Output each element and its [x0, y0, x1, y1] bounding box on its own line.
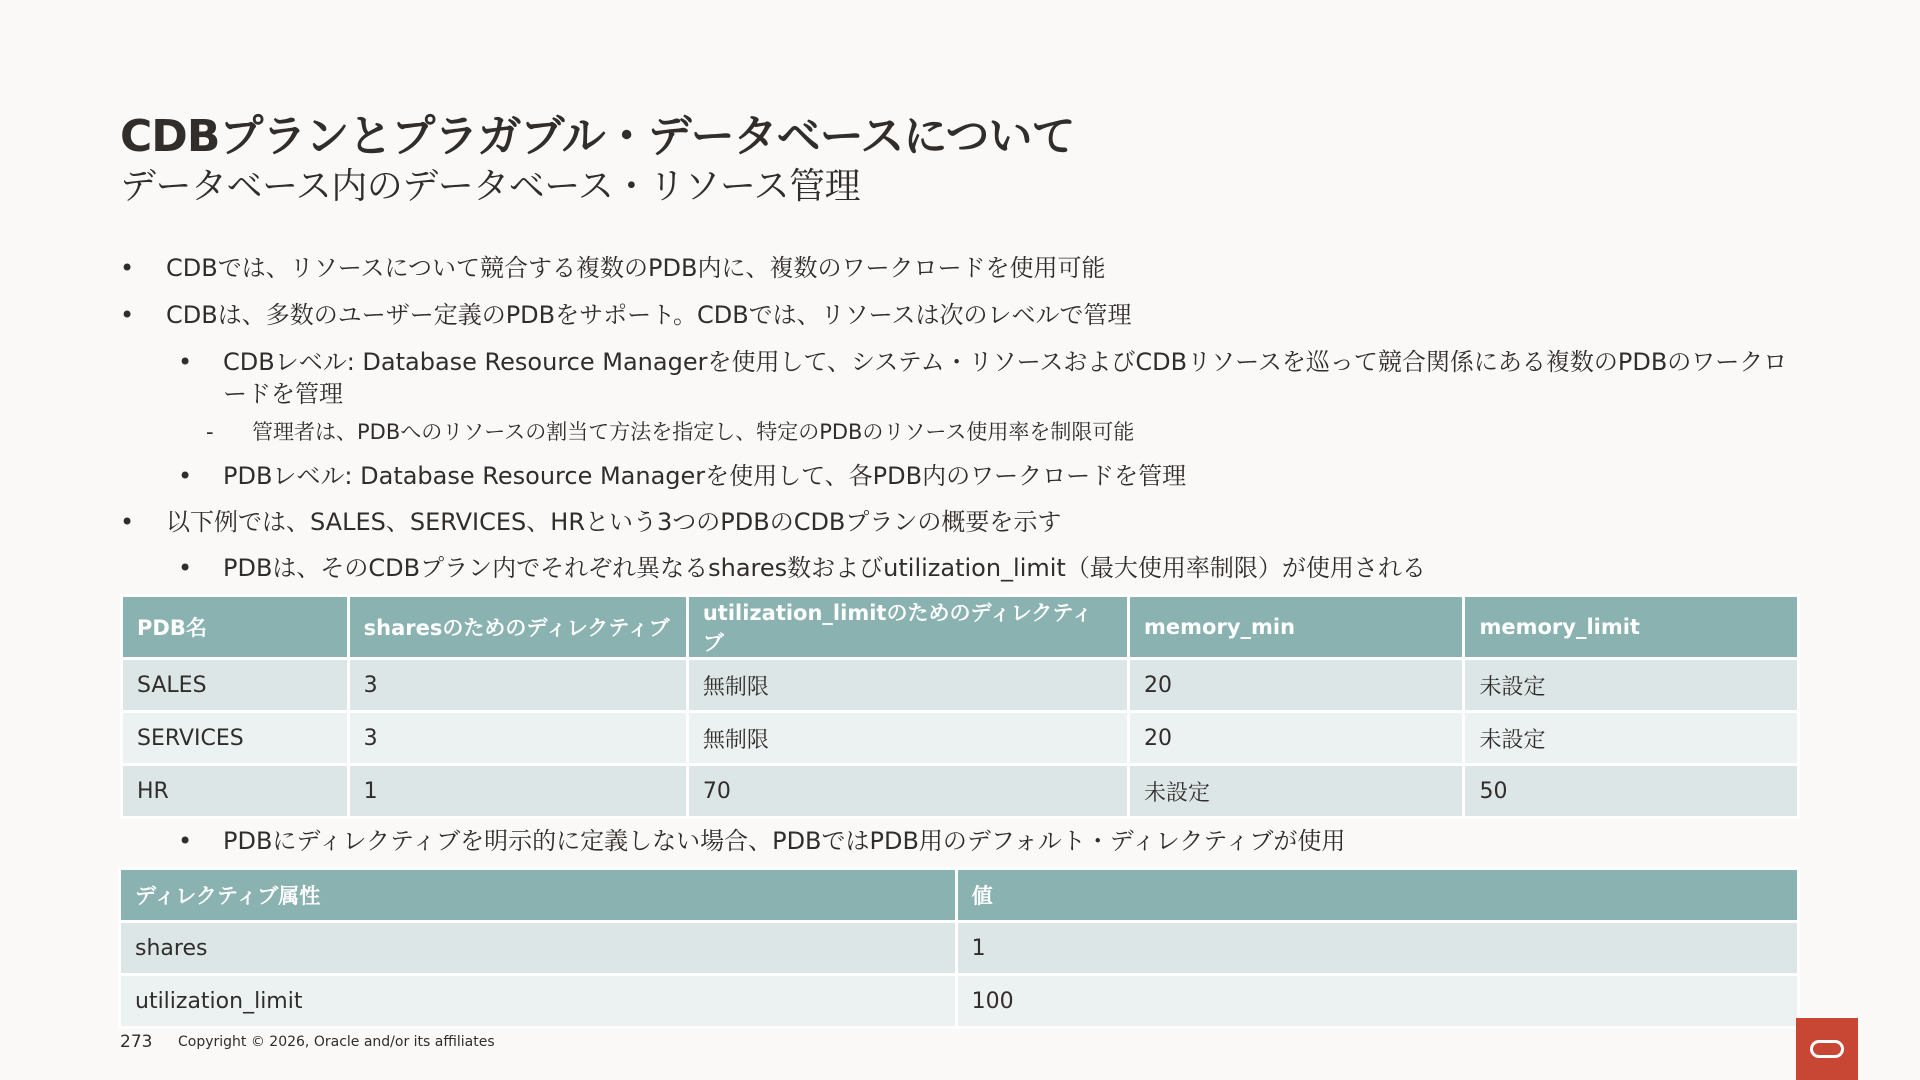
bullet-text: 以下例では、SALES、SERVICES、HRという3つのPDBのCDBプランの概要を示す [166, 508, 1062, 536]
table-row [120, 922, 1799, 975]
table-cell: 70 [687, 765, 1128, 818]
table-cell: 50 [1464, 765, 1799, 818]
table-cell: 1 [348, 765, 687, 818]
dash-glyph: - [206, 420, 214, 444]
table-row [120, 975, 1799, 1028]
plan-table [120, 594, 1800, 819]
bullet-text: CDBは、多数のユーザー定義のPDBをサポート。CDBでは、リソースは次のレベルで管理 [166, 301, 1132, 329]
bullet-text: CDBレベル: Database Resource Managerを使用して、システム・リソースおよびCDBリソースを巡って競合関係にある複数のPDBのワークロードを管理 [223, 348, 1788, 408]
bullet-glyph: • [178, 348, 193, 376]
default-directive-table [118, 867, 1800, 1029]
slide-subtitle: データベース内のデータベース・リソース管理 [120, 166, 861, 207]
table-cell: utilization_limit [120, 975, 957, 1028]
table-row [122, 765, 1799, 818]
table-header-cell: 値 [956, 869, 1798, 922]
table-header-cell: sharesのためのディレクティブ [348, 596, 687, 659]
table-row [122, 712, 1799, 765]
bullet-text: CDBでは、リソースについて競合する複数のPDB内に、複数のワークロードを使用可能 [166, 254, 1106, 282]
table-header-cell: ディレクティブ属性 [120, 869, 957, 922]
table-cell: shares [120, 922, 957, 975]
table-header-cell: utilization_limitのためのディレクティブ [687, 596, 1128, 659]
bullet-glyph: • [178, 462, 193, 490]
table-header-row [120, 869, 1799, 922]
table-header-cell: PDB名 [122, 596, 349, 659]
bullet-glyph: • [120, 254, 135, 282]
bullet-glyph: • [178, 827, 193, 855]
table-cell: 1 [956, 922, 1798, 975]
table-cell: HR [122, 765, 349, 818]
slide-title: CDBプランとプラガブル・データベースについて [120, 111, 1075, 162]
bullet-glyph: • [120, 508, 135, 536]
table-cell: 無制限 [687, 659, 1128, 712]
table-row [122, 659, 1799, 712]
page-number: 273 [120, 1032, 153, 1052]
table-cell: 20 [1129, 659, 1464, 712]
table-cell: 3 [348, 712, 687, 765]
table-cell: 3 [348, 659, 687, 712]
table-cell: 未設定 [1464, 659, 1799, 712]
table-header-cell: memory_min [1129, 596, 1464, 659]
table-cell: 20 [1129, 712, 1464, 765]
table-cell: 100 [956, 975, 1798, 1028]
table-cell: 未設定 [1129, 765, 1464, 818]
table-header-row [122, 596, 1799, 659]
table-cell: 未設定 [1464, 712, 1799, 765]
table-header-cell: memory_limit [1464, 596, 1799, 659]
bullet-text: 管理者は、PDBへのリソースの割当て方法を指定し、特定のPDBのリソース使用率を制限可能 [252, 420, 1135, 444]
bullet-text: PDBは、そのCDBプラン内でそれぞれ異なるshares数およびutilization_limit（最大使用率制限）が使用される [223, 554, 1426, 582]
bullet-text: PDBレベル: Database Resource Managerを使用して、各PDB内のワークロードを管理 [223, 462, 1187, 490]
bullet-glyph: • [178, 554, 193, 582]
bullet-text: PDBにディレクティブを明示的に定義しない場合、PDBではPDB用のデフォルト・ディレクティブが使用 [223, 827, 1346, 855]
table-cell: 無制限 [687, 712, 1128, 765]
bullet-glyph: • [120, 301, 135, 329]
copyright-text: Copyright © 2026, Oracle and/or its affiliates [178, 1034, 495, 1050]
table-cell: SERVICES [122, 712, 349, 765]
oracle-logo-ring [1810, 1040, 1844, 1058]
table-cell: SALES [122, 659, 349, 712]
oracle-logo-icon [1796, 1018, 1858, 1080]
